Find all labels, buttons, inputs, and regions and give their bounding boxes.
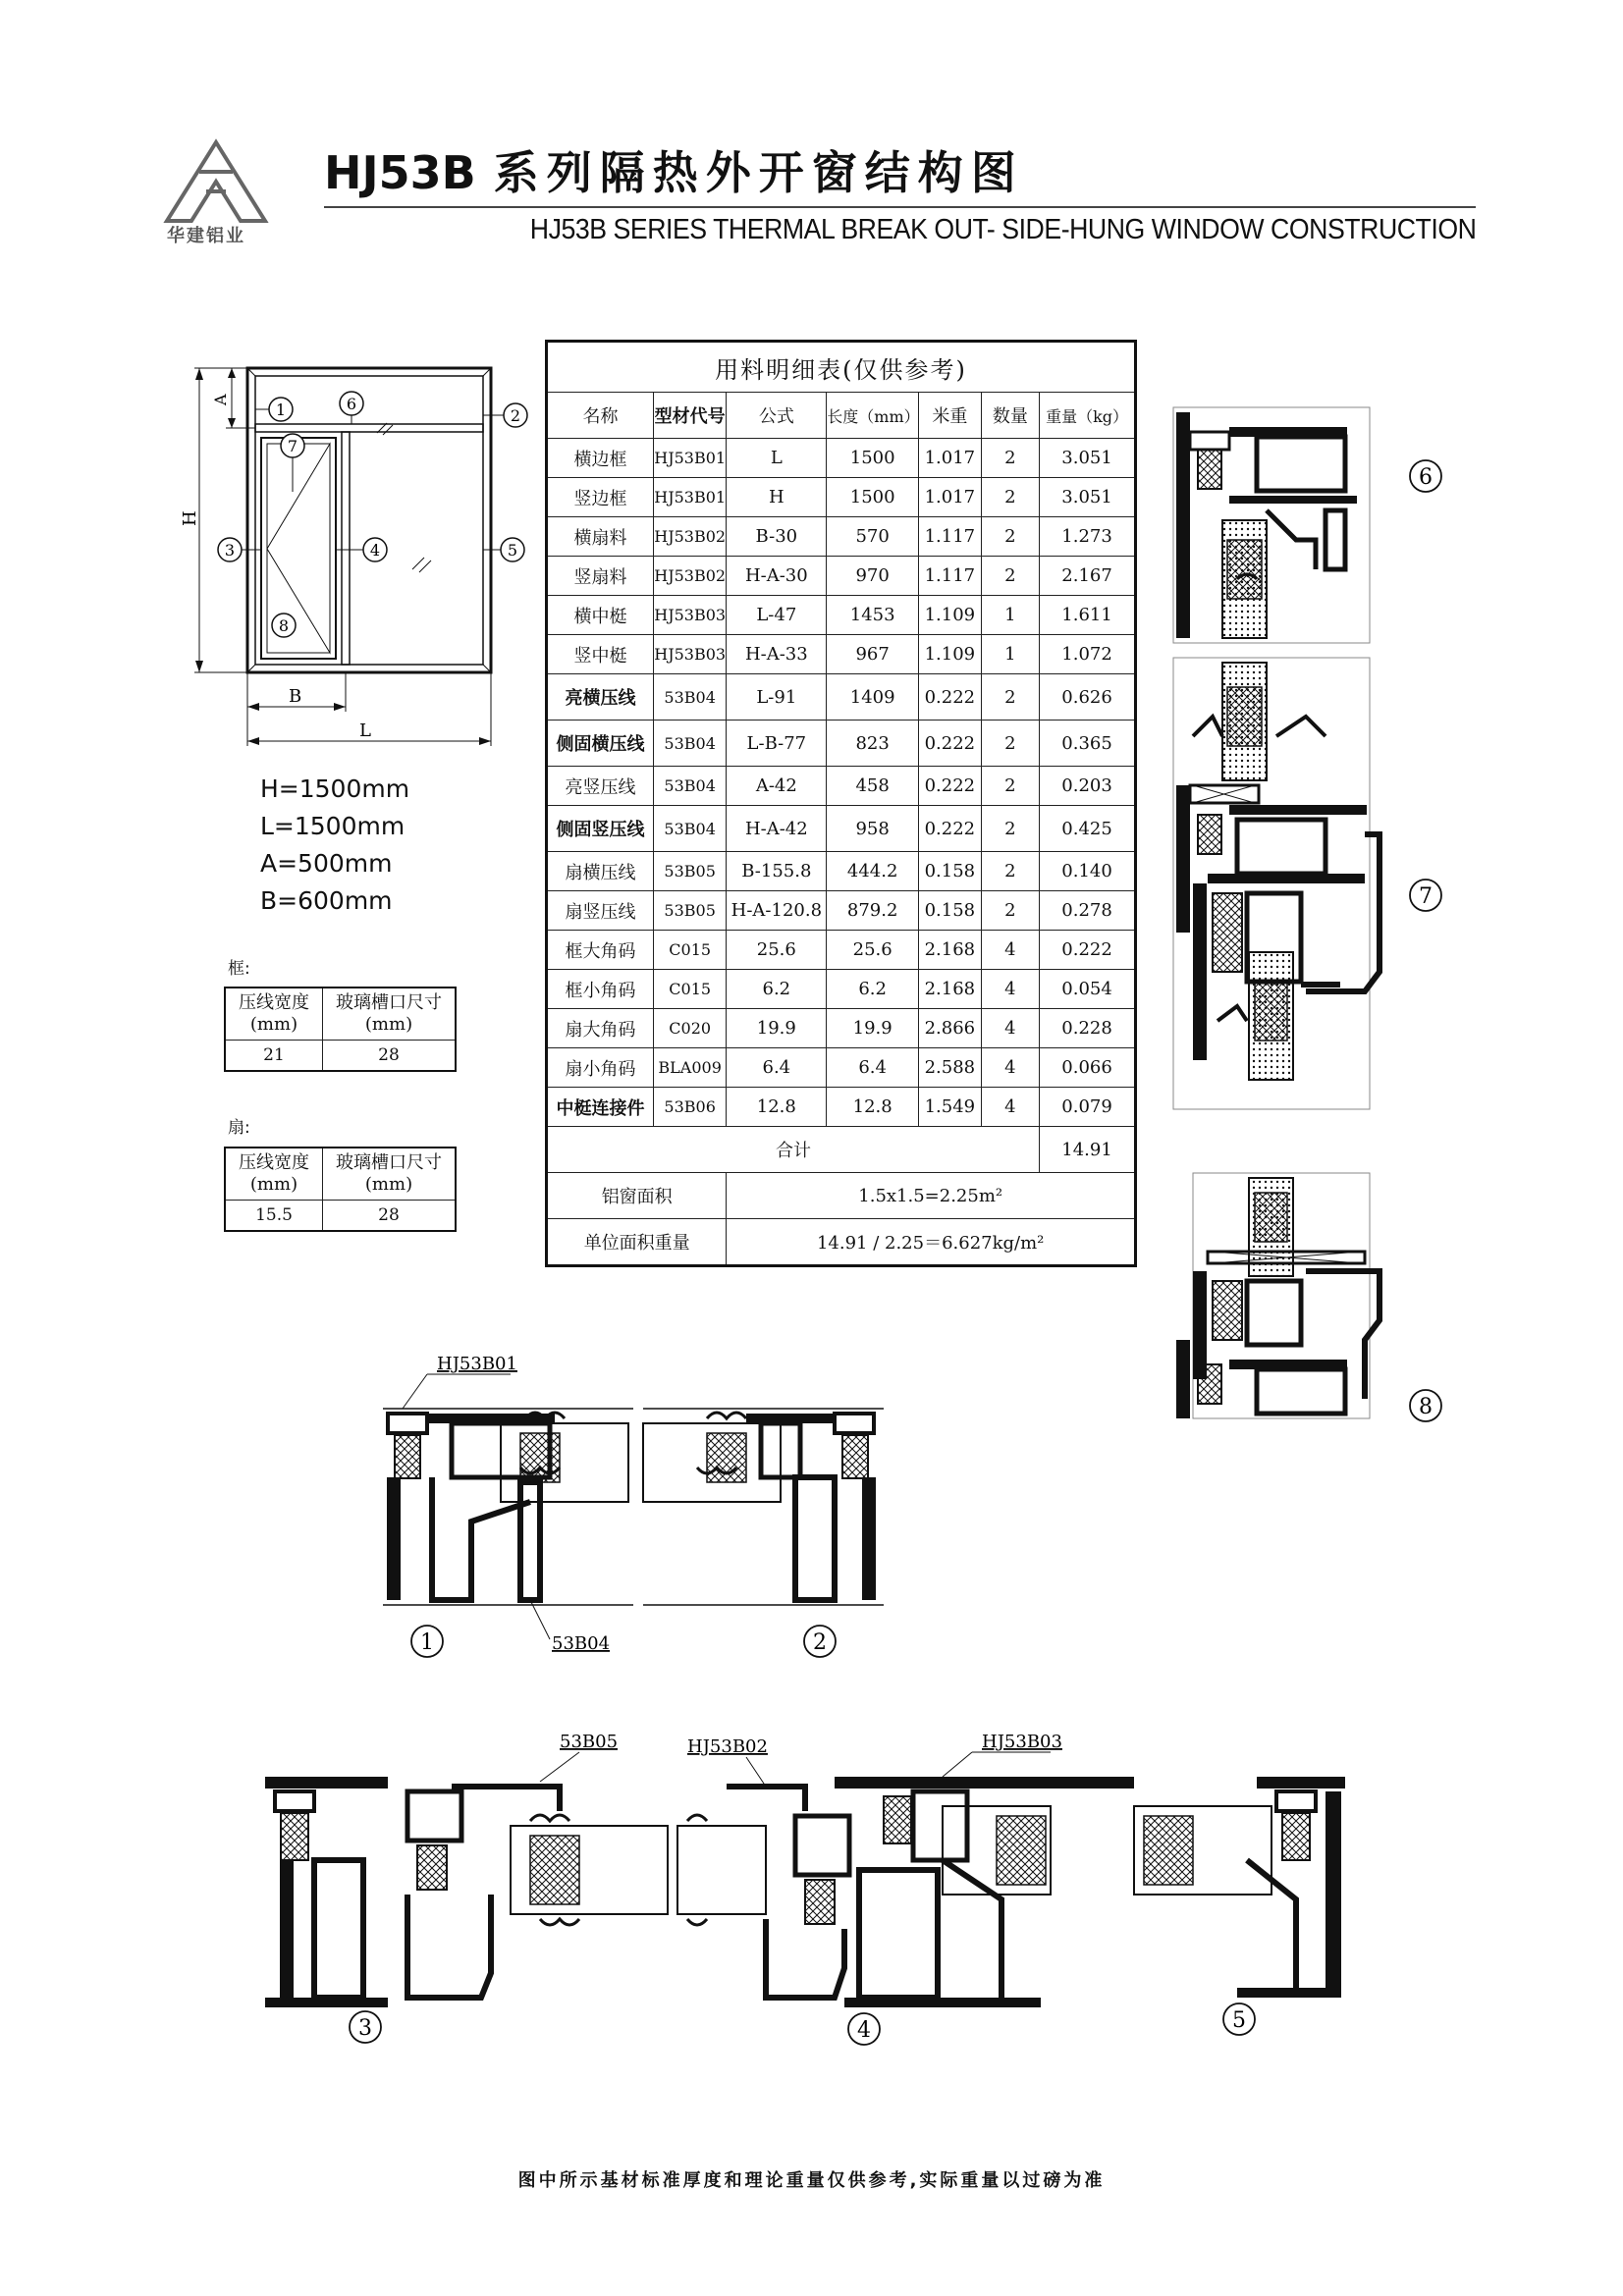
table-row	[547, 478, 1136, 517]
cell-code: 53B04	[653, 767, 726, 806]
marker-3-section	[350, 2011, 381, 2043]
total-label: 合计	[547, 1127, 1040, 1173]
cell-formula: H-A-30	[727, 557, 827, 596]
cell-name: 扇竖压线	[547, 891, 654, 931]
cell-name: 亮横压线	[547, 674, 654, 721]
cell-formula: 12.8	[727, 1088, 827, 1127]
title-divider	[324, 206, 1476, 208]
cell-name: 竖扇料	[547, 557, 654, 596]
total-value: 14.91	[1040, 1127, 1136, 1173]
cell-name: 竖边框	[547, 478, 654, 517]
cell-formula: L-47	[727, 596, 827, 635]
cell-weight: 0.278	[1040, 891, 1136, 931]
cell-code: 53B04	[653, 806, 726, 852]
cell-code: 53B04	[653, 721, 726, 767]
table-row	[547, 1048, 1136, 1088]
cell-code: 53B05	[653, 852, 726, 891]
cell-formula: A-42	[727, 767, 827, 806]
header-code: 型材代号	[653, 393, 726, 439]
table-row	[547, 931, 1136, 970]
svg-text:3: 3	[358, 2016, 372, 2041]
cell-meter-weight: 2.168	[919, 931, 982, 970]
label-hj53b01: HJ53B01	[437, 1354, 517, 1374]
cell-formula: 19.9	[727, 1009, 827, 1048]
cell-formula: H-A-42	[727, 806, 827, 852]
logo-icon	[162, 137, 270, 231]
table-row	[547, 635, 1136, 674]
cell-meter-weight: 1.109	[919, 635, 982, 674]
cell-length: 12.8	[827, 1088, 919, 1127]
cell-code: HJ53B03	[653, 596, 726, 635]
cell-weight: 1.611	[1040, 596, 1136, 635]
marker-1-section	[411, 1626, 443, 1657]
cell-qty: 2	[981, 806, 1040, 852]
table-row	[547, 970, 1136, 1009]
cell-code: HJ53B02	[653, 557, 726, 596]
cell-weight: 0.079	[1040, 1088, 1136, 1127]
cell-length: 823	[827, 721, 919, 767]
table-row	[547, 891, 1136, 931]
cell-weight: 2.167	[1040, 557, 1136, 596]
dim-label-b: B	[289, 686, 302, 707]
cell-length: 25.6	[827, 931, 919, 970]
table-row	[547, 596, 1136, 635]
marker-1	[255, 398, 293, 421]
title-cn: 系列隔热外开窗结构图	[493, 146, 1024, 199]
header-formula: 公式	[727, 393, 827, 439]
page-title	[324, 137, 1024, 202]
cell-code: C015	[653, 931, 726, 970]
cell-formula: L-B-77	[727, 721, 827, 767]
svg-text:8: 8	[278, 616, 290, 635]
cell-meter-weight: 0.222	[919, 767, 982, 806]
cell-length: 958	[827, 806, 919, 852]
svg-text:8: 8	[1419, 1395, 1433, 1419]
window-elevation-diagram	[177, 358, 540, 761]
header-length: 长度（mm）	[827, 393, 919, 439]
cell-qty: 2	[981, 517, 1040, 557]
materials-table-caption: 用料明细表(仅供参考)	[547, 342, 1136, 393]
cell-meter-weight: 1.117	[919, 517, 982, 557]
marker-5-section	[1223, 2003, 1255, 2035]
cell-code: 53B05	[653, 891, 726, 931]
cell-weight: 0.054	[1040, 970, 1136, 1009]
marker-4	[336, 538, 387, 561]
cell-name: 侧固横压线	[547, 721, 654, 767]
cell-meter-weight: 1.017	[919, 439, 982, 478]
cell-name: 扇横压线	[547, 852, 654, 891]
cell-qty: 2	[981, 557, 1040, 596]
header-qty: 数量	[981, 393, 1040, 439]
cell-qty: 4	[981, 1088, 1040, 1127]
section-drawing-3-4-5	[255, 1723, 1365, 2066]
section-drawing-6-7-8	[1168, 402, 1492, 1561]
table-row	[547, 721, 1136, 767]
unit-weight-label: 单位面积重量	[547, 1219, 727, 1266]
cell-formula: H	[727, 478, 827, 517]
dim-b: B=600mm	[260, 886, 393, 915]
materials-table-header-row	[547, 393, 1136, 439]
cell-length: 967	[827, 635, 919, 674]
cell-length: 879.2	[827, 891, 919, 931]
header-meter-weight: 米重	[919, 393, 982, 439]
cell-meter-weight: 1.109	[919, 596, 982, 635]
frame-table	[224, 987, 457, 1072]
cell-code: C015	[653, 970, 726, 1009]
cell-qty: 2	[981, 767, 1040, 806]
table-row	[547, 852, 1136, 891]
label-hj53b03: HJ53B03	[982, 1732, 1062, 1752]
table-row	[547, 1009, 1136, 1048]
cell-length: 6.4	[827, 1048, 919, 1088]
cell-name: 框小角码	[547, 970, 654, 1009]
dimension-list	[260, 771, 409, 920]
dim-label-a: A	[211, 394, 230, 405]
cell-length: 6.2	[827, 970, 919, 1009]
frame-col2-value: 28	[323, 1041, 457, 1072]
cell-code: C020	[653, 1009, 726, 1048]
cell-formula: 6.4	[727, 1048, 827, 1088]
unit-weight-value: 14.91 / 2.25＝6.627kg/m²	[727, 1219, 1136, 1266]
area-row	[547, 1173, 1136, 1219]
cell-qty: 4	[981, 970, 1040, 1009]
marker-7-right	[1410, 880, 1441, 911]
cell-weight: 0.626	[1040, 674, 1136, 721]
cell-formula: 25.6	[727, 931, 827, 970]
svg-text:5: 5	[1232, 2008, 1246, 2033]
table-row	[547, 1088, 1136, 1127]
cell-weight: 3.051	[1040, 439, 1136, 478]
marker-4-section	[848, 2013, 880, 2045]
cell-qty: 2	[981, 478, 1040, 517]
marker-6-right	[1410, 460, 1441, 492]
label-53b05: 53B05	[560, 1732, 619, 1752]
cell-code: HJ53B01	[653, 439, 726, 478]
marker-7	[281, 434, 304, 492]
cell-name: 亮竖压线	[547, 767, 654, 806]
table-row	[547, 806, 1136, 852]
cell-weight: 1.072	[1040, 635, 1136, 674]
cell-meter-weight: 2.588	[919, 1048, 982, 1088]
cell-meter-weight: 0.158	[919, 852, 982, 891]
unit-weight-row	[547, 1219, 1136, 1266]
cell-length: 570	[827, 517, 919, 557]
total-row	[547, 1127, 1136, 1173]
cell-qty: 2	[981, 852, 1040, 891]
header-name: 名称	[547, 393, 654, 439]
svg-text:7: 7	[287, 437, 298, 455]
section-drawing-1-2	[373, 1355, 893, 1669]
cell-length: 458	[827, 767, 919, 806]
sash-col1-header: 压线宽度(mm)	[225, 1148, 323, 1201]
cell-qty: 4	[981, 1009, 1040, 1048]
svg-text:6: 6	[1419, 465, 1433, 490]
cell-weight: 0.425	[1040, 806, 1136, 852]
cell-formula: H-A-33	[727, 635, 827, 674]
cell-meter-weight: 1.117	[919, 557, 982, 596]
cell-meter-weight: 0.158	[919, 891, 982, 931]
cell-formula: B-155.8	[727, 852, 827, 891]
cell-code: 53B06	[653, 1088, 726, 1127]
cell-qty: 1	[981, 635, 1040, 674]
table-row	[547, 439, 1136, 478]
frame-table-label: 框:	[228, 959, 250, 979]
dim-h: H=1500mm	[260, 774, 410, 803]
cell-weight: 0.222	[1040, 931, 1136, 970]
cell-length: 1500	[827, 478, 919, 517]
cell-formula: L	[727, 439, 827, 478]
frame-col2-header: 玻璃槽口尺寸(mm)	[323, 988, 457, 1041]
cell-meter-weight: 1.017	[919, 478, 982, 517]
cell-weight: 0.228	[1040, 1009, 1136, 1048]
sash-col1-value: 15.5	[225, 1201, 323, 1232]
cell-meter-weight: 2.168	[919, 970, 982, 1009]
svg-text:4: 4	[369, 541, 381, 560]
cell-code: HJ53B03	[653, 635, 726, 674]
frame-col1-value: 21	[225, 1041, 323, 1072]
svg-text:5: 5	[507, 541, 518, 560]
cell-meter-weight: 0.222	[919, 806, 982, 852]
dim-l: L=1500mm	[260, 812, 406, 840]
cell-weight: 0.365	[1040, 721, 1136, 767]
materials-table	[545, 340, 1137, 1267]
cell-qty: 1	[981, 596, 1040, 635]
title-en: HJ53B SERIES THERMAL BREAK OUT- SIDE-HUNG WINDOW CONSTRUCTION	[529, 214, 1476, 245]
cell-name: 横边框	[547, 439, 654, 478]
cell-length: 444.2	[827, 852, 919, 891]
cell-name: 扇小角码	[547, 1048, 654, 1088]
svg-text:2: 2	[510, 406, 521, 425]
cell-meter-weight: 2.866	[919, 1009, 982, 1048]
table-row	[547, 767, 1136, 806]
area-value: 1.5x1.5=2.25m²	[727, 1173, 1136, 1219]
svg-text:2: 2	[813, 1630, 827, 1655]
cell-code: HJ53B02	[653, 517, 726, 557]
cell-qty: 2	[981, 439, 1040, 478]
svg-text:6: 6	[346, 395, 357, 413]
logo-text: 华建铝业	[167, 226, 245, 246]
cell-name: 扇大角码	[547, 1009, 654, 1048]
cell-length: 1500	[827, 439, 919, 478]
sash-col2-header: 玻璃槽口尺寸(mm)	[323, 1148, 457, 1201]
marker-2-section	[804, 1626, 836, 1657]
table-row	[547, 517, 1136, 557]
cell-name: 竖中梃	[547, 635, 654, 674]
cell-length: 970	[827, 557, 919, 596]
cell-weight: 0.066	[1040, 1048, 1136, 1088]
cell-length: 1409	[827, 674, 919, 721]
dim-label-h: H	[180, 510, 200, 526]
sash-table-label: 扇:	[228, 1118, 250, 1138]
cell-meter-weight: 0.222	[919, 721, 982, 767]
cell-code: 53B04	[653, 674, 726, 721]
footer-note: 图中所示基材标准厚度和理论重量仅供参考,实际重量以过磅为准	[517, 2170, 1106, 2191]
label-53b04: 53B04	[552, 1633, 611, 1654]
svg-text:7: 7	[1419, 884, 1433, 909]
cell-name: 框大角码	[547, 931, 654, 970]
cell-name: 侧固竖压线	[547, 806, 654, 852]
cell-meter-weight: 0.222	[919, 674, 982, 721]
marker-6	[340, 392, 363, 424]
title-code: HJ53B	[324, 146, 476, 199]
dim-a: A=500mm	[260, 849, 393, 878]
cell-qty: 4	[981, 1048, 1040, 1088]
cell-qty: 2	[981, 891, 1040, 931]
dim-label-l: L	[359, 721, 371, 741]
cell-formula: H-A-120.8	[727, 891, 827, 931]
svg-text:4: 4	[857, 2018, 871, 2043]
cell-qty: 4	[981, 931, 1040, 970]
cell-code: HJ53B01	[653, 478, 726, 517]
cell-length: 1453	[827, 596, 919, 635]
svg-text:3: 3	[224, 541, 236, 560]
svg-text:1: 1	[275, 400, 287, 419]
cell-weight: 1.273	[1040, 517, 1136, 557]
cell-formula: L-91	[727, 674, 827, 721]
cell-length: 19.9	[827, 1009, 919, 1048]
cell-name: 横扇料	[547, 517, 654, 557]
cell-weight: 0.203	[1040, 767, 1136, 806]
sash-table	[224, 1147, 457, 1232]
table-row	[547, 674, 1136, 721]
cell-name: 横中梃	[547, 596, 654, 635]
cell-code: BLA009	[653, 1048, 726, 1088]
cell-weight: 3.051	[1040, 478, 1136, 517]
table-row	[547, 557, 1136, 596]
cell-name: 中梃连接件	[547, 1088, 654, 1127]
marker-5	[483, 538, 524, 561]
cell-qty: 2	[981, 674, 1040, 721]
cell-formula: B-30	[727, 517, 827, 557]
marker-8	[272, 614, 296, 637]
cell-weight: 0.140	[1040, 852, 1136, 891]
label-hj53b02: HJ53B02	[687, 1736, 768, 1757]
area-label: 铝窗面积	[547, 1173, 727, 1219]
svg-text:1: 1	[420, 1630, 434, 1655]
header-weight: 重量（kg）	[1040, 393, 1136, 439]
cell-meter-weight: 1.549	[919, 1088, 982, 1127]
sash-col2-value: 28	[323, 1201, 457, 1232]
cell-qty: 2	[981, 721, 1040, 767]
frame-col1-header: 压线宽度(mm)	[225, 988, 323, 1041]
marker-8-right	[1410, 1390, 1441, 1421]
cell-formula: 6.2	[727, 970, 827, 1009]
